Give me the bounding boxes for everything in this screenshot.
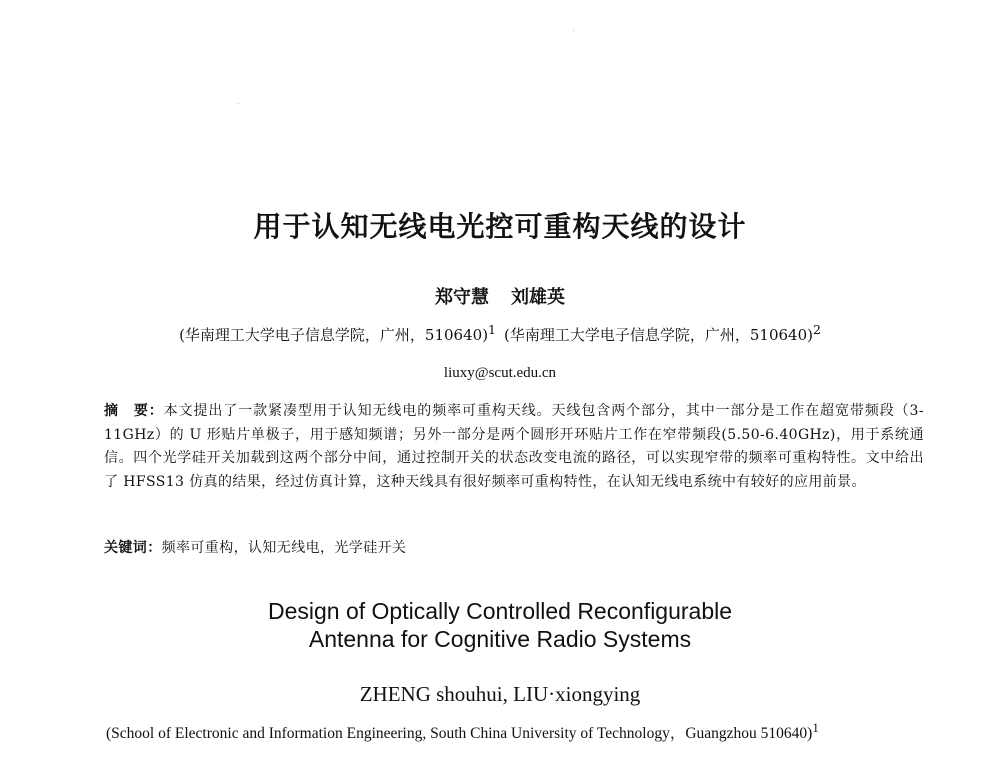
chinese-keywords <box>104 537 406 557</box>
scan-speck <box>238 103 239 104</box>
keywords-text: 频率可重构，认知无线电，光学硅开关 <box>161 540 407 556</box>
english-title-line-2: Antenna for Cognitive Radio Systems <box>308 626 692 652</box>
abstract-text: 本文提出了一款紧凑型用于认知无线电的频率可重构天线。天线包含两个部分，其中一部分是工作在超宽带频段（3-11GHz）的 U 形贴片单极子，用于感知频谱；另外一部分是两个圆形开环贴片工作在窄带频段(5.50-6.40GHz)，用于系统通信。四个光学硅开关加载到这两个部分中间，通过控制开关的状态改变电流的路径，可以实现窄带的频率可重构特性。文中给出了 HFSS13 仿真的结果，经过仿真计算，这种天线具有很好频率可重构特性，在认知无线电系统中有较好的应用前景。 <box>104 403 924 490</box>
chinese-affiliations <box>0 322 1000 345</box>
english-authors: ZHENG shouhui, LIU·xiongying <box>359 682 641 706</box>
english-title-line-1: Design of Optically Controlled Reconfigurable <box>267 598 733 624</box>
author-1: 郑守慧 <box>435 287 489 308</box>
keywords-label: 关键词： <box>104 540 162 556</box>
contact-email: liuxy@scut.edu.cn <box>443 365 557 381</box>
chinese-authors <box>0 283 1000 309</box>
scan-speck <box>573 30 574 31</box>
chinese-title: 用于认知无线电光控可重构天线的设计 <box>253 210 747 243</box>
affiliation-2: (华南理工大学电子信息学院，广州，510640)$^2$ <box>504 322 821 344</box>
english-title <box>0 597 1000 653</box>
affiliation-1: (华南理工大学电子信息学院，广州，510640)$^1$ <box>179 322 496 344</box>
author-2: 刘雄英 <box>511 287 565 308</box>
english-affiliation: (School of Electronic and Information Engineering, South China University of Technology，Guangzhou 510640)$^1$ <box>106 720 819 743</box>
chinese-abstract <box>104 400 924 494</box>
abstract-label: 摘 要： <box>104 403 164 419</box>
